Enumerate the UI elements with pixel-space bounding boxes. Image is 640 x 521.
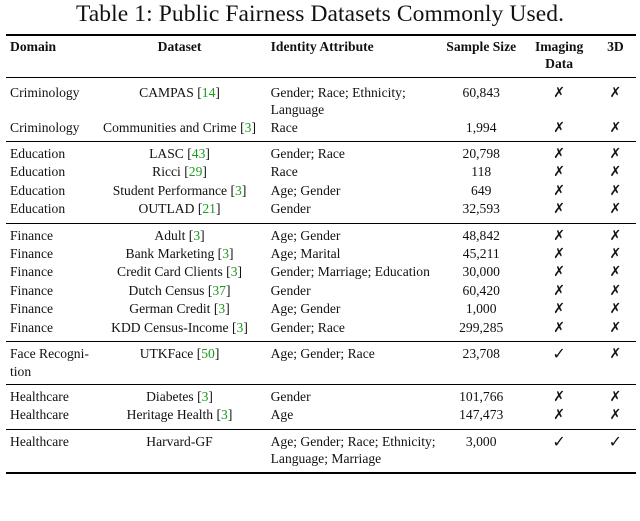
cell-domain-text: Criminology (10, 119, 80, 135)
table-row (6, 163, 636, 181)
cell-3d-text: ✗ (609, 388, 622, 405)
cell-3d (595, 119, 636, 142)
cell-sample-size (439, 406, 524, 429)
cell-domain-text: Finance (10, 282, 54, 298)
cell-domain (6, 319, 95, 342)
cell-domain (6, 342, 95, 385)
citation-close-bracket: ] (251, 119, 256, 135)
cell-identity-attribute (264, 342, 439, 385)
cell-imaging-data-text: ✗ (553, 264, 565, 281)
cell-domain-text: Finance (10, 246, 54, 262)
cell-dataset-text: CAMPAS (139, 84, 194, 100)
cell-domain (6, 142, 95, 164)
citation-close-bracket: ] (208, 388, 213, 404)
cell-domain-text: Healthcare (10, 433, 69, 449)
cell-3d (595, 300, 636, 318)
cell-dataset-text: UTKFace (139, 346, 194, 362)
cell-identity-attribute-text: Gender (270, 282, 311, 298)
cell-3d-text: ✗ (609, 182, 622, 199)
citation-open-bracket: [ (216, 407, 222, 423)
cell-dataset (95, 342, 263, 385)
cell-imaging-data (523, 429, 594, 472)
cell-sample-size-text: 649 (471, 182, 492, 198)
cell-imaging-data-text: ✗ (553, 301, 565, 318)
cell-identity-attribute-text: Gender; Race (270, 146, 345, 162)
cell-dataset (95, 406, 263, 429)
cell-imaging-data (523, 319, 594, 342)
cell-imaging-data (523, 182, 594, 200)
table-row (6, 319, 636, 342)
cell-dataset (95, 300, 263, 318)
cell-dataset-text: German Credit (129, 301, 211, 317)
cell-imaging-data-text: ✗ (553, 282, 565, 299)
cell-imaging-data (523, 142, 594, 164)
cell-identity-attribute-text: Age; Gender; Race; Ethnicity; Language; Marriage (270, 433, 436, 467)
cell-identity-attribute-text: Gender; Race; Ethnicity; Language (270, 84, 406, 118)
cell-domain (6, 163, 95, 181)
cell-domain (6, 263, 95, 281)
cell-imaging-data-text: ✗ (553, 407, 565, 424)
cell-sample-size (439, 319, 524, 342)
cell-dataset-text: OUTLAD (138, 201, 195, 217)
header-sample-size: Sample Size (446, 39, 517, 54)
citation-link[interactable]: 3 (193, 227, 201, 243)
header-imaging-data: Imaging Data (534, 39, 584, 72)
cell-sample-size (439, 200, 524, 223)
cell-sample-size-text: 118 (471, 164, 492, 180)
citation-close-bracket: ] (227, 407, 233, 423)
cell-imaging-data-text: ✗ (553, 146, 565, 163)
cell-dataset-text: LASC (149, 146, 184, 162)
cell-3d-text: ✗ (609, 164, 622, 181)
cell-3d-text: ✗ (609, 201, 622, 218)
table-row (6, 200, 636, 223)
cell-identity-attribute (264, 142, 439, 164)
cell-3d-text: ✗ (609, 346, 622, 363)
header-3d: 3D (607, 39, 624, 54)
citation-link[interactable]: 37 (212, 282, 226, 298)
cell-sample-size-text: 23,708 (462, 346, 500, 362)
cell-dataset (95, 429, 263, 472)
cell-sample-size (439, 429, 524, 472)
cell-domain (6, 182, 95, 200)
citation-link[interactable]: 50 (201, 346, 215, 362)
cell-3d (595, 384, 636, 406)
cell-domain (6, 223, 95, 245)
table-row (6, 263, 636, 281)
table-row (6, 142, 636, 164)
cell-imaging-data-text: ✗ (553, 119, 565, 136)
cell-dataset-text: Ricci (152, 164, 181, 180)
cell-3d (595, 282, 636, 300)
cell-domain (6, 77, 95, 118)
cell-sample-size (439, 142, 524, 164)
table-row (6, 77, 636, 118)
citation-link[interactable]: 3 (218, 301, 226, 317)
cell-domain (6, 406, 95, 429)
cell-3d (595, 406, 636, 429)
cell-identity-attribute (264, 384, 439, 406)
cell-dataset (95, 142, 263, 164)
table-row (6, 342, 636, 385)
citation-open-bracket: [ (197, 84, 202, 100)
cell-3d (595, 163, 636, 181)
cell-3d (595, 77, 636, 118)
cell-dataset (95, 77, 263, 118)
cell-identity-attribute (264, 319, 439, 342)
cell-domain-text: Healthcare (10, 407, 69, 423)
cell-dataset-text: Bank Marketing (125, 246, 215, 262)
citation-close-bracket: ] (214, 346, 220, 362)
citation-link[interactable]: 21 (202, 201, 216, 217)
cell-identity-attribute (264, 263, 439, 281)
cell-3d (595, 342, 636, 385)
citation-link[interactable]: 14 (201, 84, 216, 100)
cell-identity-attribute-text: Gender (270, 201, 311, 217)
table-row (6, 282, 636, 300)
cell-dataset (95, 163, 263, 181)
cell-identity-attribute-text: Race (270, 119, 298, 135)
cell-identity-attribute-text: Age; Gender (270, 182, 341, 198)
cell-domain-text: Criminology (10, 84, 80, 100)
cell-sample-size (439, 384, 524, 406)
cell-sample-size (439, 119, 524, 142)
cell-dataset (95, 319, 263, 342)
cell-sample-size-text: 32,593 (462, 201, 500, 217)
table-caption: Table 1: Public Fairness Datasets Commonly Used. (75, 1, 565, 27)
cell-domain-text: Healthcare (10, 388, 69, 404)
cell-imaging-data-text: ✓ (552, 344, 566, 364)
cell-sample-size (439, 77, 524, 118)
cell-domain (6, 300, 95, 318)
cell-identity-attribute-text: Race (270, 164, 298, 180)
citation-close-bracket: ] (215, 201, 221, 217)
cell-3d (595, 429, 636, 472)
cell-identity-attribute-text: Gender (270, 388, 311, 404)
row-group (6, 342, 636, 385)
citation-open-bracket: [ (187, 146, 192, 162)
table-row (6, 245, 636, 263)
citation-close-bracket: ] (225, 301, 230, 317)
datasets-table (6, 34, 636, 474)
cell-3d-text: ✗ (609, 227, 622, 244)
citation-open-bracket: [ (240, 119, 245, 135)
table-row (6, 182, 636, 200)
cell-dataset-text: Dutch Census (128, 282, 205, 298)
cell-sample-size (439, 282, 524, 300)
citation-close-bracket: ] (241, 182, 247, 198)
cell-3d-text: ✓ (608, 431, 623, 451)
cell-domain (6, 200, 95, 223)
cell-sample-size-text: 1,000 (465, 301, 497, 317)
cell-identity-attribute-text: Gender; Race (270, 319, 345, 335)
cell-domain-text: Education (10, 164, 66, 180)
cell-imaging-data (523, 119, 594, 142)
cell-3d-text: ✗ (609, 146, 622, 163)
citation-open-bracket: [ (197, 201, 203, 217)
citation-open-bracket: [ (207, 282, 213, 298)
table-row (6, 406, 636, 429)
citation-close-bracket: ] (243, 319, 248, 335)
cell-3d-text: ✗ (609, 407, 622, 424)
cell-sample-size (439, 223, 524, 245)
cell-identity-attribute (264, 182, 439, 200)
citation-open-bracket: [ (217, 246, 223, 262)
cell-identity-attribute (264, 429, 439, 472)
cell-imaging-data-text: ✓ (552, 431, 566, 451)
cell-sample-size-text: 60,843 (462, 84, 500, 100)
header-domain: Domain (10, 39, 57, 54)
cell-3d (595, 319, 636, 342)
citation-close-bracket: ] (237, 264, 243, 280)
cell-identity-attribute (264, 200, 439, 223)
cell-sample-size-text: 48,842 (462, 227, 500, 243)
cell-identity-attribute (264, 77, 439, 118)
cell-sample-size (439, 245, 524, 263)
cell-3d-text: ✗ (609, 84, 622, 101)
cell-identity-attribute (264, 119, 439, 142)
header-row (6, 35, 636, 77)
cell-imaging-data-text: ✗ (553, 246, 565, 263)
cell-identity-attribute (264, 406, 439, 429)
citation-link[interactable]: 3 (230, 264, 238, 280)
cell-dataset-text: Heritage Health (126, 407, 217, 423)
cell-imaging-data (523, 163, 594, 181)
citation-link[interactable]: 3 (222, 246, 229, 262)
cell-imaging-data-text: ✗ (553, 84, 565, 101)
cell-identity-attribute (264, 223, 439, 245)
cell-dataset-text: Credit Card Clients (117, 264, 223, 280)
cell-imaging-data (523, 300, 594, 318)
cell-dataset (95, 182, 263, 200)
cell-sample-size (439, 163, 524, 181)
citation-link[interactable]: 43 (191, 146, 206, 162)
cell-sample-size-text: 101,766 (459, 388, 504, 404)
cell-identity-attribute-text: Age (270, 407, 294, 423)
cell-domain (6, 119, 95, 142)
header-identity-attribute: Identity Attribute (270, 39, 374, 54)
citation-close-bracket: ] (202, 164, 207, 180)
cell-imaging-data (523, 77, 594, 118)
table-row (6, 300, 636, 318)
cell-3d (595, 263, 636, 281)
citation-open-bracket: [ (213, 301, 219, 317)
cell-domain-text: Education (10, 201, 66, 217)
row-group (6, 142, 636, 224)
cell-identity-attribute-text: Age; Gender (270, 227, 341, 243)
citation-link[interactable]: 3 (236, 319, 244, 335)
cell-3d (595, 223, 636, 245)
cell-imaging-data (523, 342, 594, 385)
cell-3d-text: ✗ (609, 264, 622, 281)
cell-3d-text: ✗ (609, 301, 622, 318)
cell-3d (595, 182, 636, 200)
table-row (6, 223, 636, 245)
cell-3d-text: ✗ (609, 282, 622, 299)
citation-close-bracket: ] (215, 84, 220, 100)
cell-imaging-data (523, 263, 594, 281)
cell-imaging-data (523, 223, 594, 245)
cell-identity-attribute (264, 300, 439, 318)
cell-dataset (95, 263, 263, 281)
cell-domain (6, 245, 95, 263)
cell-sample-size (439, 300, 524, 318)
cell-dataset (95, 282, 263, 300)
cell-dataset (95, 245, 263, 263)
cell-imaging-data-text: ✗ (553, 164, 565, 181)
cell-3d (595, 200, 636, 223)
cell-identity-attribute-text: Gender; Marriage; Education (270, 264, 430, 280)
cell-dataset (95, 384, 263, 406)
cell-identity-attribute (264, 245, 439, 263)
citation-link[interactable]: 3 (201, 388, 209, 404)
cell-imaging-data-text: ✗ (553, 227, 565, 244)
citation-open-bracket: [ (197, 388, 202, 404)
cell-sample-size-text: 60,420 (462, 282, 500, 298)
row-group (6, 223, 636, 341)
citation-open-bracket: [ (188, 227, 194, 243)
cell-domain (6, 429, 95, 472)
cell-dataset-text: Harvard-GF (146, 433, 213, 449)
cell-dataset-text: Student Performance (112, 182, 228, 198)
cell-domain-text: Finance (10, 319, 54, 335)
cell-identity-attribute-text: Age; Gender; Race (270, 346, 375, 362)
cell-dataset-text: Diabetes (146, 388, 194, 404)
citation-open-bracket: [ (184, 164, 189, 180)
cell-sample-size-text: 3,000 (465, 433, 497, 449)
cell-sample-size-text: 147,473 (459, 407, 504, 423)
cell-3d-text: ✗ (609, 319, 622, 336)
cell-dataset (95, 223, 263, 245)
cell-domain (6, 282, 95, 300)
table-header (6, 35, 636, 77)
table-row (6, 384, 636, 406)
citation-close-bracket: ] (205, 146, 210, 162)
cell-3d (595, 245, 636, 263)
citation-link[interactable]: 3 (244, 119, 252, 135)
cell-dataset (95, 119, 263, 142)
cell-dataset-text: KDD Census-Income (111, 319, 229, 335)
cell-dataset (95, 200, 263, 223)
cell-sample-size-text: 45,211 (462, 246, 500, 262)
cell-imaging-data (523, 406, 594, 429)
citation-close-bracket: ] (225, 282, 231, 298)
header-dataset: Dataset (157, 39, 202, 54)
cell-sample-size-text: 1,994 (465, 119, 497, 135)
cell-domain-text: Finance (10, 227, 54, 243)
citation-link[interactable]: 3 (221, 407, 228, 423)
citation-open-bracket: [ (226, 264, 231, 280)
cell-sample-size (439, 342, 524, 385)
cell-identity-attribute (264, 163, 439, 181)
cell-imaging-data-text: ✗ (553, 182, 565, 199)
cell-sample-size-text: 299,285 (459, 319, 504, 335)
cell-sample-size-text: 20,798 (462, 146, 500, 162)
cell-sample-size-text: 30,000 (462, 264, 500, 280)
cell-domain-text: Finance (10, 301, 54, 317)
cell-domain-text: Education (10, 146, 66, 162)
cell-3d-text: ✗ (609, 246, 622, 263)
citation-link[interactable]: 3 (235, 182, 242, 198)
cell-imaging-data (523, 245, 594, 263)
cell-sample-size (439, 182, 524, 200)
row-group (6, 429, 636, 472)
cell-identity-attribute-text: Age; Gender (270, 301, 341, 317)
cell-domain-text: Finance (10, 264, 54, 280)
table-row (6, 429, 636, 472)
cell-imaging-data (523, 200, 594, 223)
cell-3d (595, 142, 636, 164)
citation-open-bracket: [ (232, 319, 237, 335)
cell-identity-attribute-text: Age; Marital (270, 246, 341, 262)
cell-domain-text: Education (10, 182, 66, 198)
cell-imaging-data-text: ✗ (553, 201, 565, 218)
cell-imaging-data-text: ✗ (553, 319, 565, 336)
citation-open-bracket: [ (196, 346, 202, 362)
citation-link[interactable]: 29 (188, 164, 203, 180)
cell-domain (6, 384, 95, 406)
cell-identity-attribute (264, 282, 439, 300)
cell-dataset-text: Adult (154, 227, 186, 243)
citation-close-bracket: ] (200, 227, 205, 243)
cell-3d-text: ✗ (609, 119, 622, 136)
table-row (6, 119, 636, 142)
citation-close-bracket: ] (228, 246, 234, 262)
cell-domain-text: Face Recogni-tion (10, 346, 89, 379)
cell-imaging-data (523, 384, 594, 406)
cell-sample-size (439, 263, 524, 281)
cell-imaging-data (523, 282, 594, 300)
row-group (6, 77, 636, 141)
row-group (6, 384, 636, 429)
cell-dataset-text: Communities and Crime (103, 119, 237, 135)
cell-imaging-data-text: ✗ (553, 388, 565, 405)
citation-open-bracket: [ (230, 182, 236, 198)
